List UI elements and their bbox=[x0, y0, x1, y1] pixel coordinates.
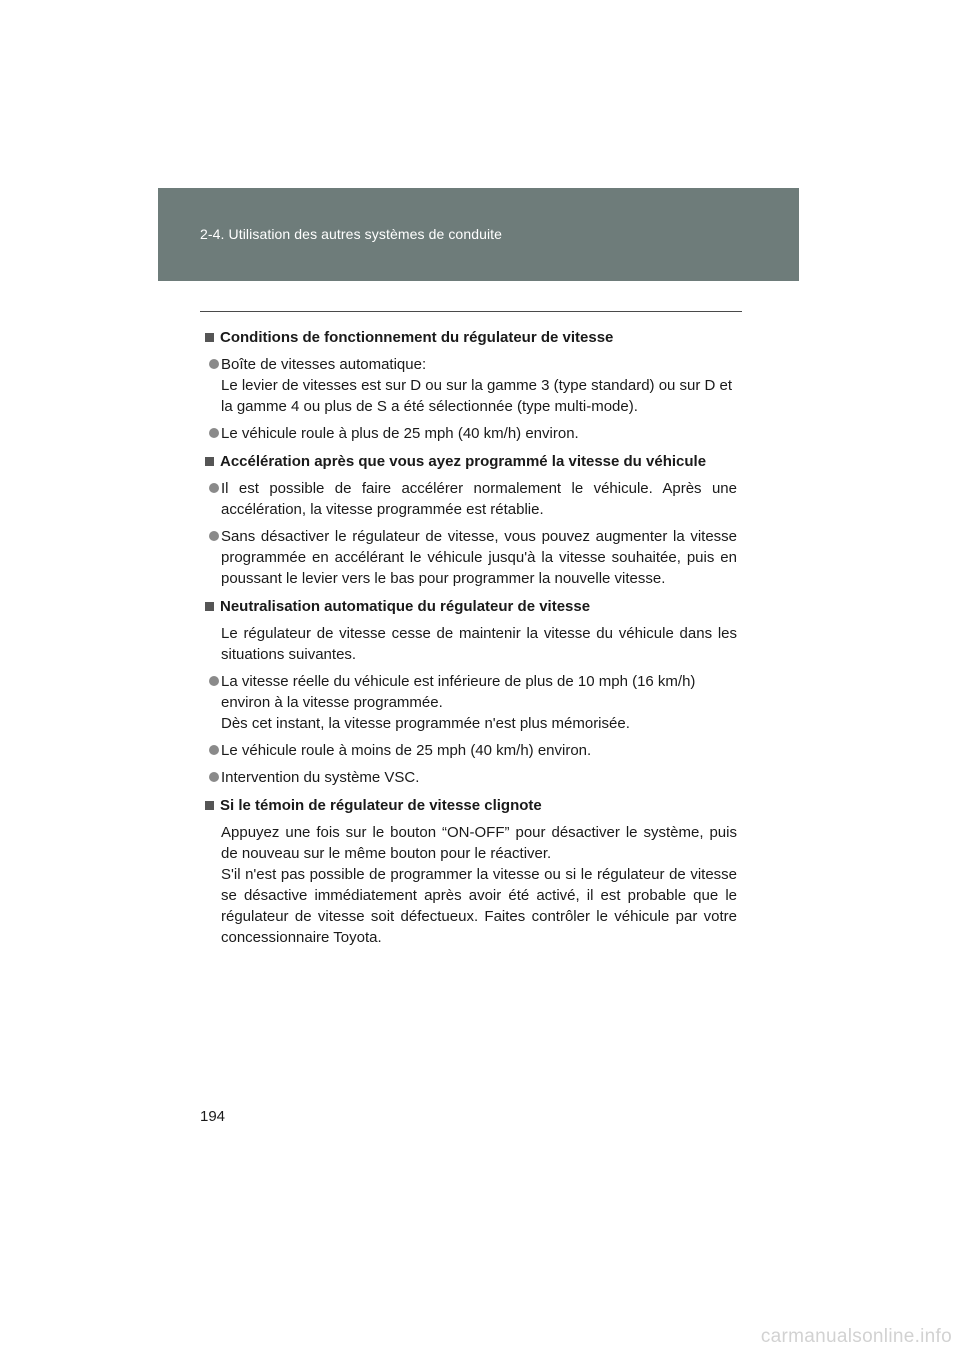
circle-bullet-icon bbox=[209, 745, 219, 755]
paragraph-text: Appuyez une fois sur le bouton “ON-OFF” pour désactiver le système, puis de nouveau sur le même bouton pour le réactiver. bbox=[221, 824, 737, 862]
section-heading-text: Conditions de fonctionnement du régulateur de vitesse bbox=[220, 329, 614, 346]
section-heading-text: Si le témoin de régulateur de vitesse clignote bbox=[220, 797, 542, 814]
list-item bbox=[205, 671, 737, 734]
section-heading-neutralisation bbox=[205, 596, 737, 617]
bullet-line: Dès cet instant, la vitesse programmée n'est plus mémorisée. bbox=[221, 715, 630, 732]
bullet-line: Le véhicule roule à plus de 25 mph (40 km/h) environ. bbox=[221, 425, 579, 442]
section-paragraph: Le régulateur de vitesse cesse de maintenir la vitesse du véhicule dans les situations suivantes. bbox=[221, 625, 737, 663]
circle-bullet-icon bbox=[209, 359, 219, 369]
circle-bullet-icon bbox=[209, 531, 219, 541]
list-item bbox=[205, 478, 737, 520]
bullet-line: Il est possible de faire accélérer normalement le véhicule. Après une accélération, la vitesse programmée est rétablie. bbox=[221, 480, 737, 518]
list-item bbox=[205, 423, 737, 444]
square-bullet-icon bbox=[205, 602, 214, 611]
circle-bullet-icon bbox=[209, 428, 219, 438]
list-item bbox=[205, 526, 737, 589]
square-bullet-icon bbox=[205, 801, 214, 810]
circle-bullet-icon bbox=[209, 676, 219, 686]
section-heading-temoin bbox=[205, 795, 737, 816]
section-heading-conditions bbox=[205, 327, 737, 348]
section-heading-text: Neutralisation automatique du régulateur de vitesse bbox=[220, 598, 591, 615]
list-item bbox=[205, 767, 737, 788]
bullet-line: Boîte de vitesses automatique: bbox=[221, 356, 427, 373]
section-paragraph bbox=[205, 822, 737, 948]
paragraph-text: S'il n'est pas possible de programmer la vitesse ou si le régulateur de vitesse se désactive immédiatement après avoir été activé, il est probable que le régulateur de vitesse soit défectueux. Faites contrôler le véhicule par votre concessionnaire Toyota. bbox=[221, 866, 737, 946]
bullet-line: Le levier de vitesses est sur D ou sur la gamme 3 (type standard) ou sur D et la gamme 4 ou plus de S a été sélectionnée (type multi-mode). bbox=[221, 377, 733, 415]
watermark: carmanualsonline.info bbox=[760, 1326, 952, 1347]
circle-bullet-icon bbox=[209, 772, 219, 782]
bullet-line: La vitesse réelle du véhicule est inférieure de plus de 10 mph (16 km/h) environ à la vitesse programmée. bbox=[221, 673, 696, 711]
list-item bbox=[205, 354, 737, 417]
square-bullet-icon bbox=[205, 333, 214, 342]
list-item bbox=[205, 740, 737, 761]
chapter-header-band bbox=[158, 188, 799, 281]
page-number: 194 bbox=[200, 1108, 226, 1125]
circle-bullet-icon bbox=[209, 483, 219, 493]
bullet-line: Intervention du système VSC. bbox=[221, 769, 420, 786]
header-rule bbox=[200, 311, 742, 312]
bullet-line: Le véhicule roule à moins de 25 mph (40 km/h) environ. bbox=[221, 742, 592, 759]
bullet-line: Sans désactiver le régulateur de vitesse, vous pouvez augmenter la vitesse programmée en accélérant le véhicule jusqu'à la vitesse souhaitée, puis en poussant le levier vers le bas pour programmer la nouvelle vitesse. bbox=[221, 528, 737, 587]
square-bullet-icon bbox=[205, 457, 214, 466]
section-heading-text: Accélération après que vous ayez programmé la vitesse du véhicule bbox=[220, 453, 707, 470]
chapter-title: 2-4. Utilisation des autres systèmes de conduite bbox=[200, 226, 503, 242]
page-content bbox=[205, 327, 737, 948]
section-heading-acceleration bbox=[205, 451, 737, 472]
